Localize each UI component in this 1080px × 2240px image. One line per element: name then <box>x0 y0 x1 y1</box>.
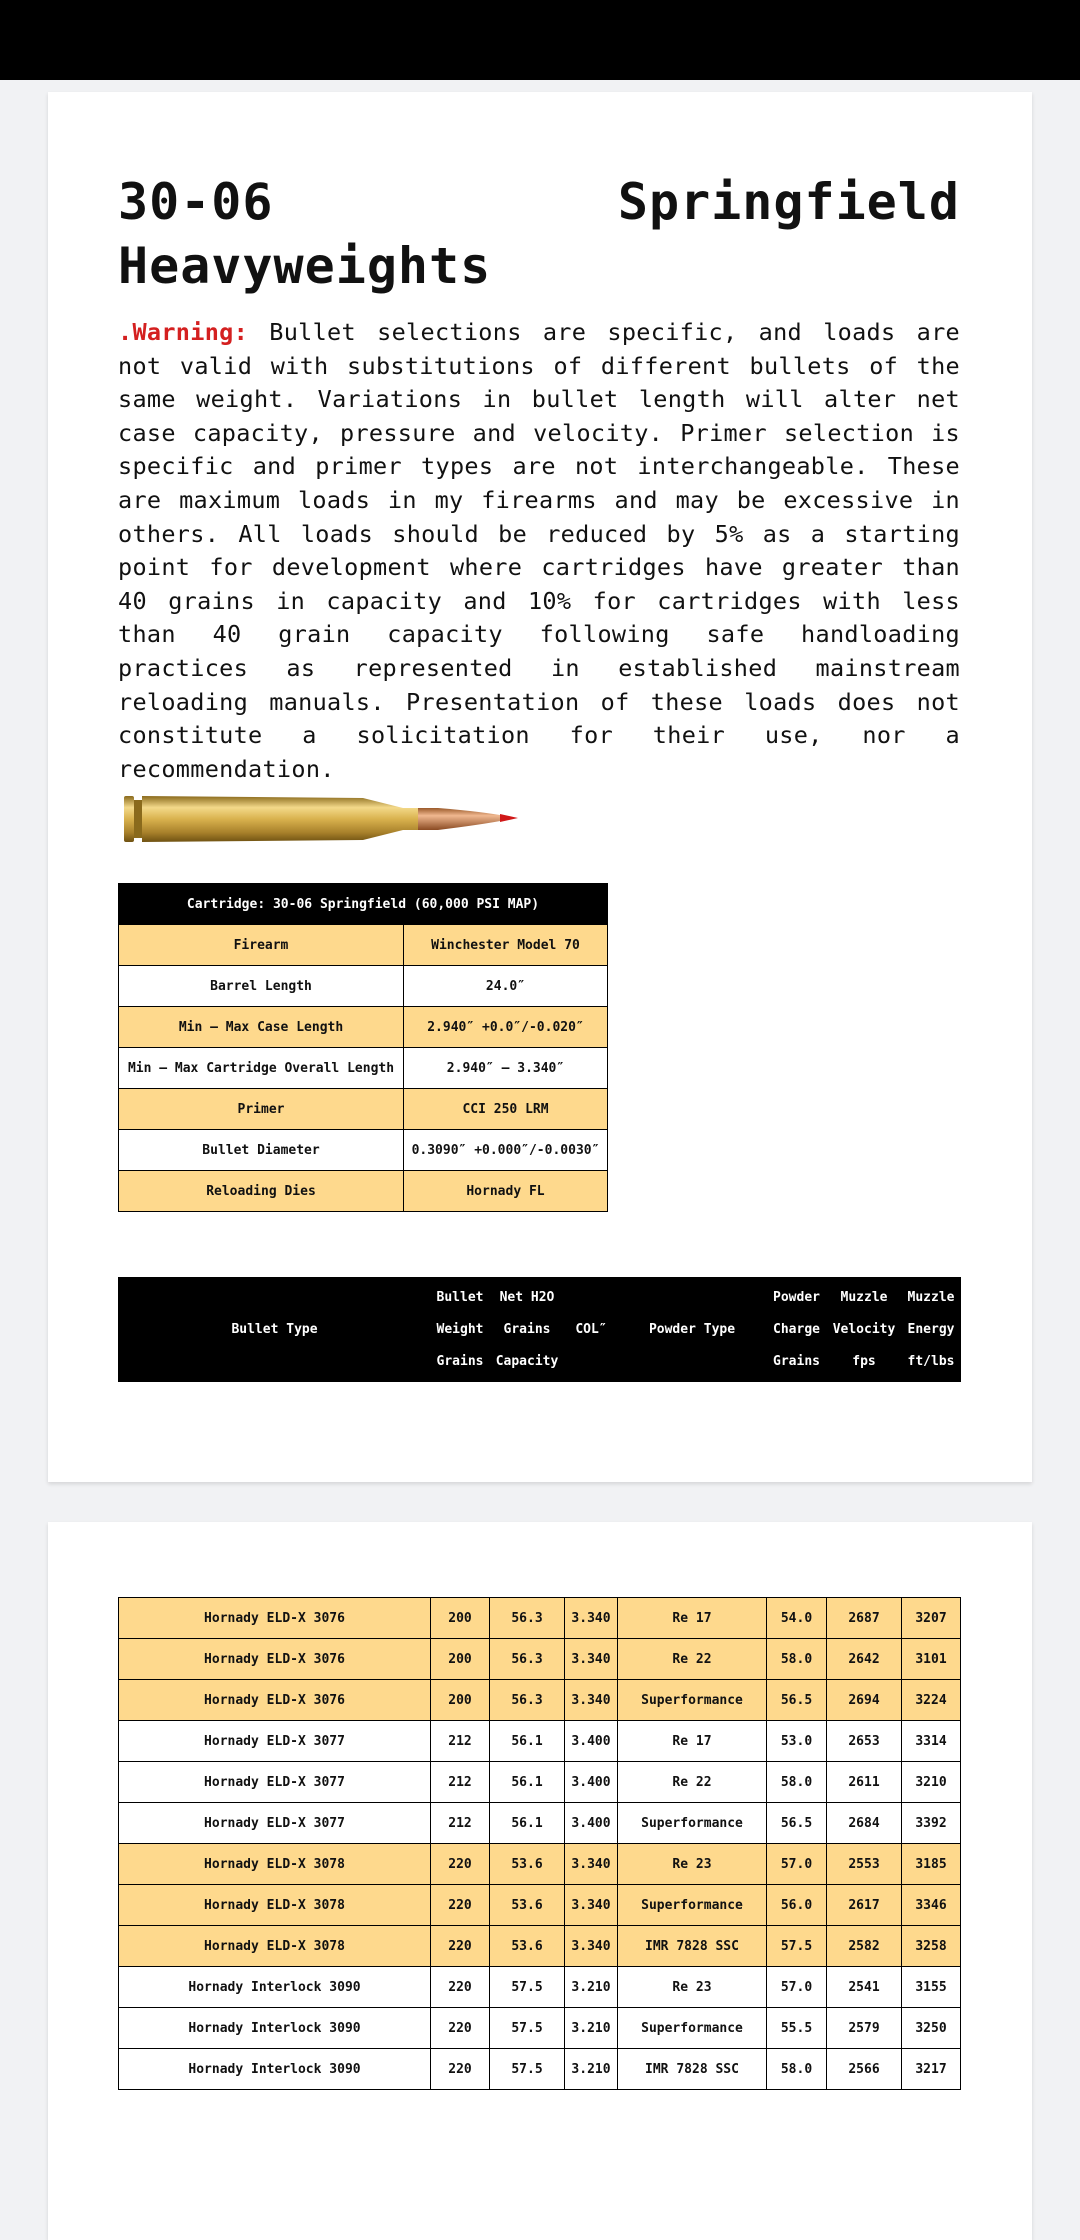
load-cell: 212 <box>431 1803 490 1844</box>
spec-value: 24.0″ <box>404 966 608 1007</box>
page-sheet-2 <box>48 1522 1032 2240</box>
load-cell: 3.400 <box>565 1803 618 1844</box>
load-cell: 3.340 <box>565 1844 618 1885</box>
load-cell: 2579 <box>827 2008 902 2049</box>
spec-row <box>119 1048 608 1089</box>
load-cell: 53.6 <box>490 1885 565 1926</box>
load-cell: 57.5 <box>490 2008 565 2049</box>
load-table-header <box>118 1277 961 1382</box>
column-header <box>431 1278 490 1382</box>
load-cell: 3210 <box>902 1762 961 1803</box>
column-header-line: Bullet Type <box>231 1321 318 1337</box>
load-cell: 56.1 <box>490 1762 565 1803</box>
load-cell: 2541 <box>827 1967 902 2008</box>
load-cell: 55.5 <box>767 2008 827 2049</box>
cartridge-header-row <box>119 884 608 925</box>
warning-paragraph <box>118 316 960 786</box>
load-cell: Superformance <box>618 1680 767 1721</box>
spec-label: Primer <box>119 1089 404 1130</box>
load-row <box>119 1967 961 2008</box>
load-cell: Re 23 <box>618 1967 767 2008</box>
load-cell: 220 <box>431 2049 490 2090</box>
load-cell: Hornady Interlock 3090 <box>119 2008 431 2049</box>
load-row <box>119 1762 961 1803</box>
load-cell: 3392 <box>902 1803 961 1844</box>
spec-row <box>119 1007 608 1048</box>
column-header-line: Grains <box>773 1353 820 1369</box>
load-cell: 53.6 <box>490 1844 565 1885</box>
column-header <box>490 1278 565 1382</box>
load-cell: Hornady Interlock 3090 <box>119 1967 431 2008</box>
load-cell: Re 17 <box>618 1721 767 1762</box>
spec-row <box>119 1171 608 1212</box>
column-header-line: Weight <box>436 1321 484 1337</box>
column-header <box>119 1278 431 1382</box>
load-table-body <box>119 1598 961 2090</box>
load-cell: 56.5 <box>767 1803 827 1844</box>
title-word-heavyweights: Heavyweights <box>118 237 492 295</box>
spec-label: Firearm <box>119 925 404 966</box>
spec-value: 0.3090″ +0.000″/-0.0030″ <box>404 1130 608 1171</box>
load-cell: 3.210 <box>565 1967 618 2008</box>
spec-row <box>119 966 608 1007</box>
load-cell: Hornady Interlock 3090 <box>119 2049 431 2090</box>
header-row <box>119 1278 961 1382</box>
load-row <box>119 1885 961 1926</box>
load-cell: Re 22 <box>618 1762 767 1803</box>
spec-value: 2.940″ – 3.340″ <box>404 1048 608 1089</box>
load-cell: 220 <box>431 2008 490 2049</box>
load-cell: 3.400 <box>565 1721 618 1762</box>
load-cell: 56.3 <box>490 1680 565 1721</box>
spec-value: 2.940″ +0.0″/-0.020″ <box>404 1007 608 1048</box>
load-cell: 53.0 <box>767 1721 827 1762</box>
column-header-line: ft/lbs <box>907 1353 955 1369</box>
load-cell: 3346 <box>902 1885 961 1926</box>
load-cell: 57.0 <box>767 1844 827 1885</box>
column-header-line: Capacity <box>495 1353 559 1369</box>
load-cell: 2617 <box>827 1885 902 1926</box>
spec-value: Winchester Model 70 <box>404 925 608 966</box>
top-bar <box>0 0 1080 80</box>
column-header-line: Energy <box>907 1321 955 1337</box>
load-cell: Re 23 <box>618 1844 767 1885</box>
load-cell: Superformance <box>618 1885 767 1926</box>
load-cell: 3314 <box>902 1721 961 1762</box>
load-row <box>119 1721 961 1762</box>
load-cell: 3207 <box>902 1598 961 1639</box>
load-cell: 220 <box>431 1885 490 1926</box>
load-cell: 200 <box>431 1598 490 1639</box>
load-cell: 57.5 <box>490 1967 565 2008</box>
load-row <box>119 2049 961 2090</box>
load-cell: 212 <box>431 1762 490 1803</box>
spec-value: CCI 250 LRM <box>404 1089 608 1130</box>
load-row <box>119 1803 961 1844</box>
load-row <box>119 2008 961 2049</box>
load-cell: IMR 7828 SSC <box>618 2049 767 2090</box>
column-header <box>618 1278 767 1382</box>
load-cell: Superformance <box>618 2008 767 2049</box>
load-cell: Hornady ELD-X 3076 <box>119 1680 431 1721</box>
column-header <box>565 1278 618 1382</box>
load-cell: 58.0 <box>767 2049 827 2090</box>
column-header <box>827 1278 902 1382</box>
load-row <box>119 1598 961 1639</box>
load-cell: 57.0 <box>767 1967 827 2008</box>
load-cell: 2653 <box>827 1721 902 1762</box>
load-cell: Hornady ELD-X 3078 <box>119 1844 431 1885</box>
load-cell: 58.0 <box>767 1639 827 1680</box>
load-cell: 212 <box>431 1721 490 1762</box>
warning-text: Bullet selections are specific, and loads are not valid with substitutions of different bullets of the same weight. Variations in bullet length will alter net case capacity, pressure and velocity. Primer selection is specific and primer types are not interchangeable. These are maximum loads in my firearms and may be excessive in others. All loads should be reduced by 5% as a starting point for development where cartridges have greater than 40 grains in capacity and 10% for cartridges with less than 40 grain capacity following safe handloading practices as represented in established mainstream reloading manuals. Presentation of these loads does not constitute a solicitation for their use, nor a recommendation. <box>118 318 960 783</box>
spec-label: Min – Max Cartridge Overall Length <box>119 1048 404 1089</box>
spec-label: Reloading Dies <box>119 1171 404 1212</box>
column-header-line: Velocity <box>832 1321 896 1337</box>
load-cell: 57.5 <box>490 2049 565 2090</box>
load-cell: 3155 <box>902 1967 961 2008</box>
load-cell: 3.210 <box>565 2049 618 2090</box>
column-header-line: Charge <box>773 1321 820 1337</box>
load-cell: 3.210 <box>565 2008 618 2049</box>
load-cell: Hornady ELD-X 3076 <box>119 1598 431 1639</box>
load-cell: 2684 <box>827 1803 902 1844</box>
load-cell: 3224 <box>902 1680 961 1721</box>
load-cell: 220 <box>431 1926 490 1967</box>
load-cell: 57.5 <box>767 1926 827 1967</box>
load-cell: 3250 <box>902 2008 961 2049</box>
load-cell: 2566 <box>827 2049 902 2090</box>
load-row <box>119 1639 961 1680</box>
load-cell: 200 <box>431 1639 490 1680</box>
cartridge-specs-table <box>118 883 608 1212</box>
load-row <box>119 1926 961 1967</box>
spec-row <box>119 1130 608 1171</box>
column-header <box>767 1278 827 1382</box>
page-sheet-1 <box>48 92 1032 1482</box>
load-cell: Hornady ELD-X 3077 <box>119 1803 431 1844</box>
load-cell: 220 <box>431 1844 490 1885</box>
spec-label: Barrel Length <box>119 966 404 1007</box>
title-word-caliber: 30-06 <box>118 173 274 231</box>
load-cell: 200 <box>431 1680 490 1721</box>
load-cell: 2582 <box>827 1926 902 1967</box>
column-header-line: fps <box>852 1353 876 1369</box>
load-cell: 56.3 <box>490 1598 565 1639</box>
column-header-line: Grains <box>503 1321 551 1337</box>
load-cell: 220 <box>431 1967 490 2008</box>
load-cell: Hornady ELD-X 3076 <box>119 1639 431 1680</box>
load-cell: Hornady ELD-X 3077 <box>119 1762 431 1803</box>
column-header-line: Net H2O <box>499 1289 555 1305</box>
load-cell: 54.0 <box>767 1598 827 1639</box>
load-cell: 56.1 <box>490 1803 565 1844</box>
load-cell: 2553 <box>827 1844 902 1885</box>
column-header-line: COL″ <box>575 1321 607 1337</box>
spec-row <box>119 925 608 966</box>
load-cell: 56.1 <box>490 1721 565 1762</box>
page-title <box>118 170 960 298</box>
load-cell: 3.400 <box>565 1762 618 1803</box>
load-cell: 3185 <box>902 1844 961 1885</box>
spec-row <box>119 1089 608 1130</box>
load-cell: 2611 <box>827 1762 902 1803</box>
load-cell: 3.340 <box>565 1639 618 1680</box>
column-header-line: Grains <box>436 1353 484 1369</box>
column-header-line: Powder <box>773 1289 820 1305</box>
column-header <box>902 1278 961 1382</box>
load-cell: 3217 <box>902 2049 961 2090</box>
load-cell: 56.0 <box>767 1885 827 1926</box>
spec-value: Hornady FL <box>404 1171 608 1212</box>
load-cell: 3.340 <box>565 1926 618 1967</box>
load-cell: 3258 <box>902 1926 961 1967</box>
load-cell: 2694 <box>827 1680 902 1721</box>
load-cell: 53.6 <box>490 1926 565 1967</box>
load-cell: 58.0 <box>767 1762 827 1803</box>
load-cell: 2642 <box>827 1639 902 1680</box>
column-header-line: Powder Type <box>648 1321 736 1337</box>
spec-label: Min – Max Case Length <box>119 1007 404 1048</box>
warning-label: .Warning: <box>118 318 249 346</box>
cartridge-header: Cartridge: 30-06 Springfield (60,000 PSI MAP) <box>119 884 608 925</box>
load-cell: 3.340 <box>565 1598 618 1639</box>
column-header-line: Muzzle <box>907 1289 955 1305</box>
title-word-springfield: Springfield <box>617 173 960 231</box>
load-cell: 2687 <box>827 1598 902 1639</box>
load-data-table <box>118 1597 961 2090</box>
load-cell: Hornady ELD-X 3077 <box>119 1721 431 1762</box>
load-cell: Superformance <box>618 1803 767 1844</box>
cartridge-image <box>118 778 568 858</box>
load-cell: Hornady ELD-X 3078 <box>119 1926 431 1967</box>
load-cell: Re 17 <box>618 1598 767 1639</box>
load-cell: 56.3 <box>490 1639 565 1680</box>
spec-label: Bullet Diameter <box>119 1130 404 1171</box>
column-header-line: Bullet <box>436 1289 484 1305</box>
load-row <box>119 1844 961 1885</box>
load-row <box>119 1680 961 1721</box>
load-cell: 3101 <box>902 1639 961 1680</box>
load-cell: 3.340 <box>565 1885 618 1926</box>
load-cell: IMR 7828 SSC <box>618 1926 767 1967</box>
load-cell: 56.5 <box>767 1680 827 1721</box>
load-cell: Re 22 <box>618 1639 767 1680</box>
load-cell: Hornady ELD-X 3078 <box>119 1885 431 1926</box>
column-header-line: Muzzle <box>840 1289 888 1305</box>
load-cell: 3.340 <box>565 1680 618 1721</box>
